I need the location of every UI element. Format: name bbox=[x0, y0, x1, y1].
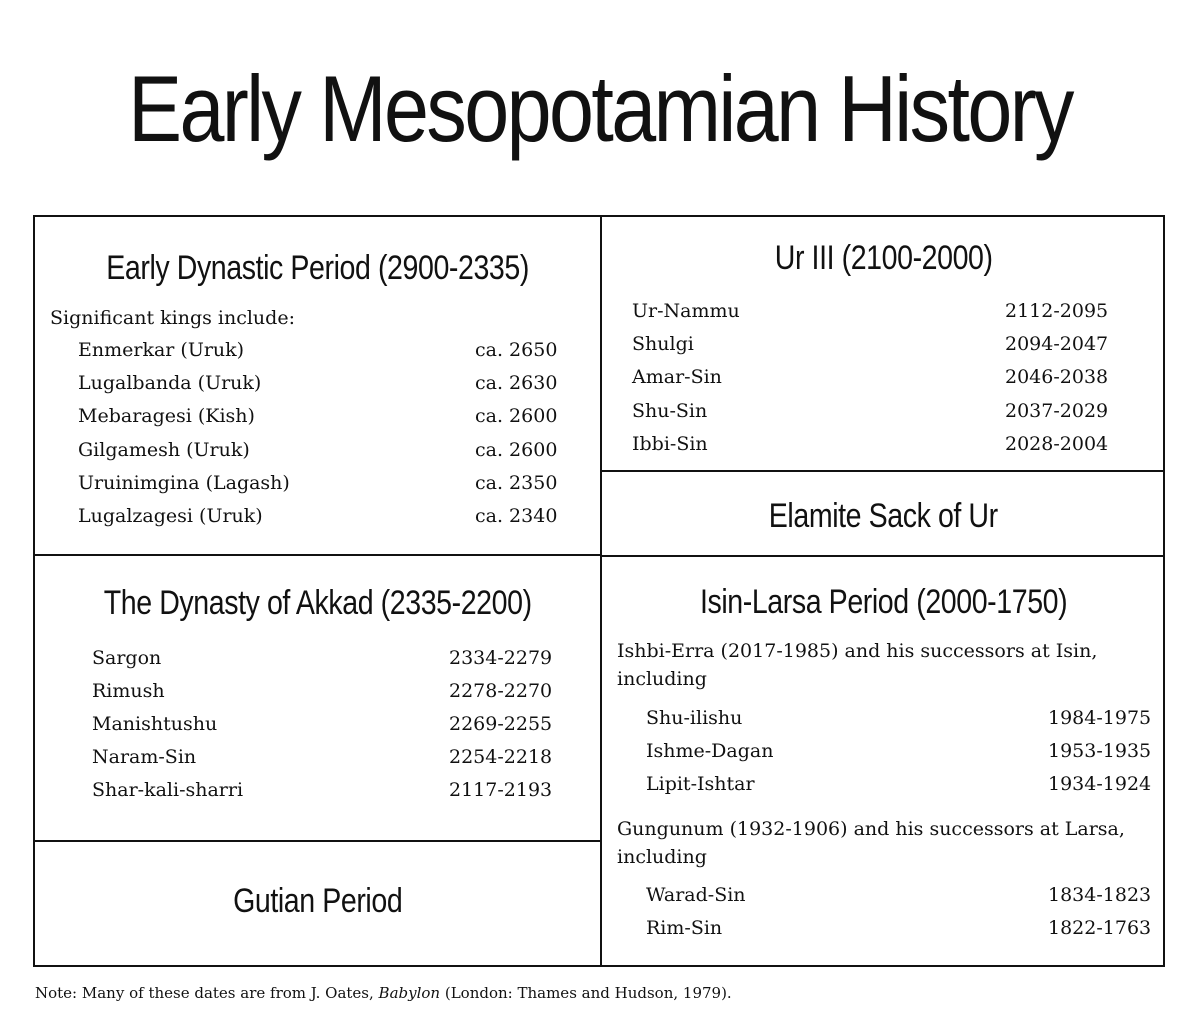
king-name: Naram-Sin bbox=[92, 746, 197, 768]
king-date: ca. 2650 bbox=[475, 339, 558, 361]
king-name: Warad-Sin bbox=[646, 884, 746, 906]
king-name: Ibbi-Sin bbox=[632, 432, 708, 455]
king-date: 2334-2279 bbox=[449, 647, 553, 669]
elamite-heading: Elamite Sack of Ur bbox=[769, 497, 998, 535]
akkad-heading: The Dynasty of Akkad (2335-2200) bbox=[103, 584, 532, 622]
akkad-section bbox=[35, 556, 600, 840]
source-note: Note: Many of these dates are from J. Oates, Babylon (London: Thames and Hudson, 1979). bbox=[35, 984, 732, 1002]
king-date: 2112-2095 bbox=[1005, 300, 1109, 322]
ur3-heading: Ur III (2100-2000) bbox=[774, 239, 993, 277]
ur3-section bbox=[602, 217, 1165, 470]
king-name: Shulgi bbox=[632, 333, 694, 356]
king-date: 2094-2047 bbox=[1005, 333, 1109, 356]
larsa-intro-line1: Gungunum (1932-1906) and his successors at Larsa, bbox=[617, 818, 1125, 840]
king-name: Shu-Sin bbox=[632, 399, 708, 422]
king-name: Uruinimgina (Lagash) bbox=[78, 471, 290, 494]
king-date: ca. 2600 bbox=[475, 405, 558, 428]
king-date: 2037-2029 bbox=[1005, 399, 1109, 422]
king-name: Rim-Sin bbox=[646, 917, 723, 939]
isin-larsa-heading: Isin-Larsa Period (2000-1750) bbox=[699, 583, 1068, 621]
early-dynastic-intro: Significant kings include: bbox=[50, 307, 295, 329]
king-date: 1834-1823 bbox=[1048, 884, 1152, 906]
king-name: Ur-Nammu bbox=[632, 300, 740, 322]
king-name: Rimush bbox=[92, 680, 165, 702]
king-name: Gilgamesh (Uruk) bbox=[78, 438, 250, 461]
king-date: 1984-1975 bbox=[1048, 707, 1152, 729]
isin-intro-line1: Ishbi-Erra (2017-1985) and his successors at Isin, bbox=[617, 640, 1098, 662]
king-name: Lipit-Ishtar bbox=[646, 773, 755, 795]
king-date: 2117-2193 bbox=[449, 779, 553, 801]
king-name: Shar-kali-sharri bbox=[92, 779, 244, 801]
king-date: 2028-2004 bbox=[1005, 432, 1109, 455]
gutian-heading: Gutian Period bbox=[232, 882, 403, 920]
isin-intro-line2: including bbox=[617, 668, 707, 690]
king-date: 2269-2255 bbox=[449, 713, 553, 735]
king-date: 2254-2218 bbox=[449, 746, 553, 768]
early-dynastic-section bbox=[35, 217, 600, 554]
king-name: Lugalzagesi (Uruk) bbox=[78, 505, 263, 527]
king-date: 2278-2270 bbox=[449, 680, 553, 702]
larsa-intro-line2: including bbox=[617, 846, 707, 868]
king-date: ca. 2600 bbox=[475, 438, 558, 461]
king-date: ca. 2630 bbox=[475, 372, 558, 395]
king-name: Shu-ilishu bbox=[646, 707, 743, 729]
king-date: ca. 2350 bbox=[475, 471, 558, 494]
king-date: 1953-1935 bbox=[1048, 740, 1152, 762]
king-name: Ishme-Dagan bbox=[646, 740, 774, 762]
king-name: Lugalbanda (Uruk) bbox=[78, 372, 262, 395]
elamite-section bbox=[602, 472, 1165, 555]
king-date: 1822-1763 bbox=[1048, 917, 1152, 939]
early-dynastic-heading: Early Dynastic Period (2900-2335) bbox=[106, 249, 529, 287]
king-name: Mebaragesi (Kish) bbox=[78, 405, 255, 428]
king-date: 1934-1924 bbox=[1048, 773, 1152, 795]
book-title: Babylon bbox=[378, 984, 441, 1002]
king-name: Amar-Sin bbox=[632, 366, 722, 389]
king-date: 2046-2038 bbox=[1005, 366, 1109, 389]
king-date: ca. 2340 bbox=[475, 505, 558, 527]
isin-larsa-section bbox=[602, 557, 1165, 965]
king-name: Manishtushu bbox=[92, 713, 218, 735]
page-title: Early Mesopotamian History bbox=[128, 56, 1072, 161]
king-name: Enmerkar (Uruk) bbox=[78, 339, 245, 361]
gutian-section bbox=[35, 842, 600, 965]
king-name: Sargon bbox=[92, 647, 162, 669]
